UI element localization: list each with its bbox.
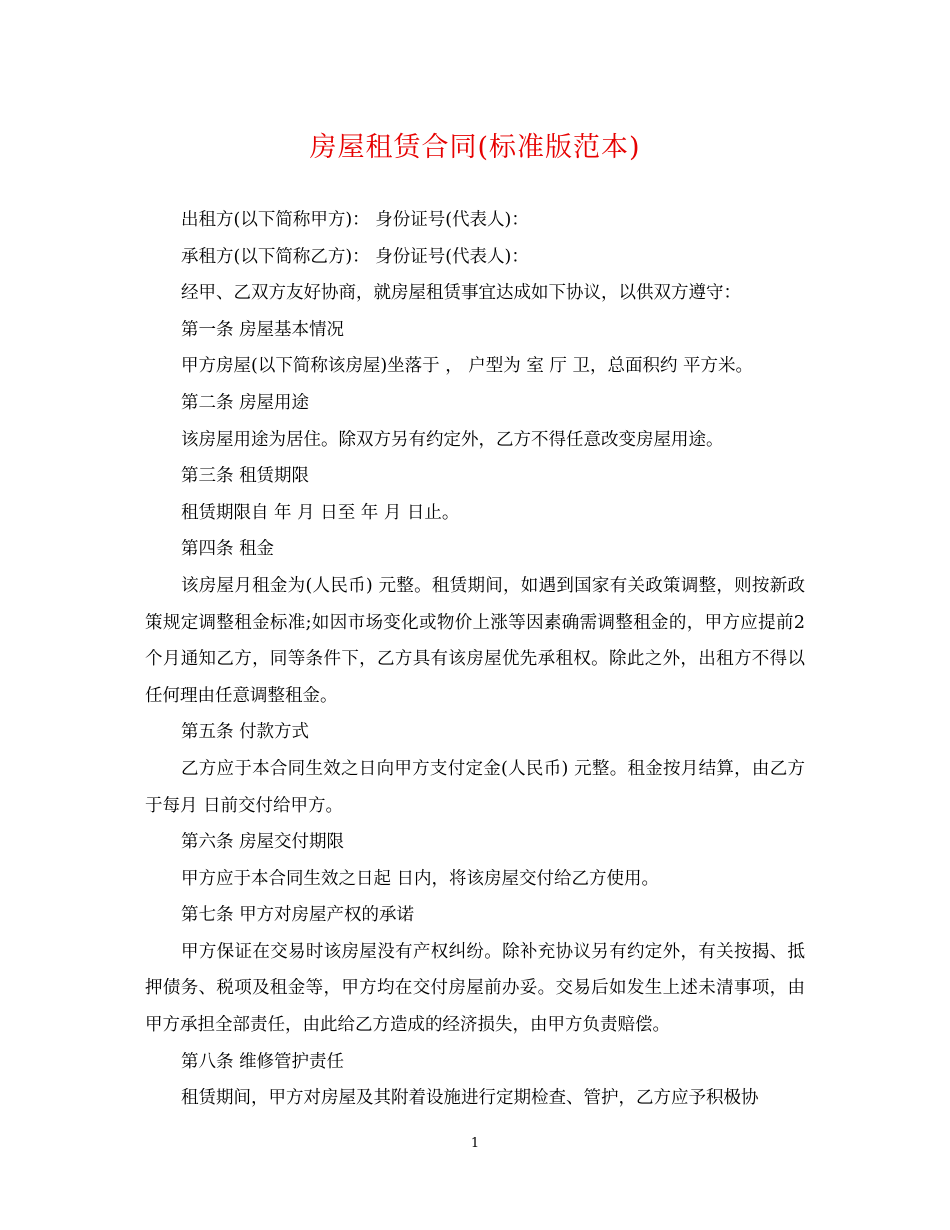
article-1-body: 甲方房屋(以下简称该房屋)坐落于 ， 户型为 室 厅 卫，总面积约 平方米。 — [181, 356, 754, 377]
article-8-body: 租赁期间，甲方对房屋及其附着设施进行定期检查、管护，乙方应予积极协 — [181, 1088, 759, 1109]
article-6-body: 甲方应于本合同生效之日起 日内，将该房屋交付给乙方使用。 — [181, 868, 660, 889]
article-6-heading: 第六条 房屋交付期限 — [181, 832, 345, 853]
article-4-body: 该房屋月租金为(人民币) 元整。租赁期间，如遇到国家有关政策调整，则按新政策规定调整租金标准;如因市场变化或物价上涨等因素确需调整租金的，甲方应提前2个月通知乙方，同等条件下，乙方具有该房屋优先承租权。除此之外，出租方不得以任何理由任意调整租金。 — [145, 575, 805, 706]
article-3-heading: 第三条 租赁期限 — [181, 466, 310, 487]
article-5-heading: 第五条 付款方式 — [181, 722, 310, 743]
article-5-body: 乙方应于本合同生效之日向甲方支付定金(人民币) 元整。租金按月结算，由乙方于每月 日前交付给甲方。 — [145, 758, 805, 816]
article-1-heading: 第一条 房屋基本情况 — [181, 319, 345, 340]
article-7-body: 甲方保证在交易时该房屋没有产权纠纷。除补充协议另有约定外，有关按揭、抵押债务、税项及租金等，甲方均在交付房屋前办妥。交易后如发生上述未清事项，由甲方承担全部责任，由此给乙方造成的经济损失，由甲方负责赔偿。 — [145, 941, 805, 1036]
article-2-body: 该房屋用途为居住。除双方另有约定外，乙方不得任意改变房屋用途。 — [181, 429, 724, 450]
document-body — [145, 202, 805, 1117]
document-title: 房屋租赁合同(标准版范本) — [309, 132, 641, 163]
article-7-heading: 第七条 甲方对房屋产权的承诺 — [181, 905, 415, 926]
article-2-heading: 第二条 房屋用途 — [181, 392, 310, 413]
paragraph-lessee: 承租方(以下简称乙方)： 身份证号(代表人)： — [181, 246, 529, 267]
page-number: 1 — [470, 1136, 480, 1151]
article-8-heading: 第八条 维修管护责任 — [181, 1051, 345, 1072]
article-3-body: 租赁期限自 年 月 日至 年 月 日止。 — [181, 502, 460, 523]
paragraph-lessor: 出租方(以下简称甲方)： 身份证号(代表人)： — [181, 210, 529, 230]
paragraph-intro: 经甲、乙双方友好协商，就房屋租赁事宜达成如下协议，以供双方遵守： — [181, 283, 741, 304]
article-4-heading: 第四条 租金 — [181, 539, 275, 560]
